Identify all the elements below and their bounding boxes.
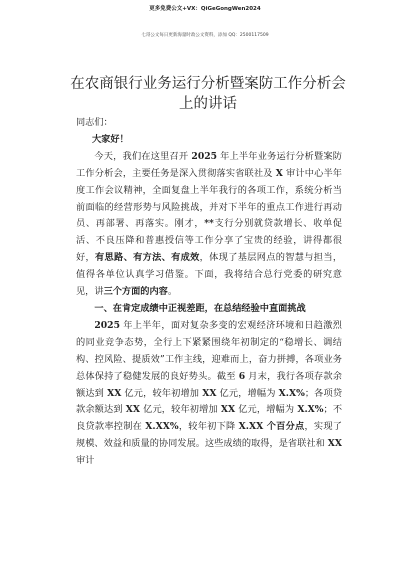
text-run: 亿元，增幅为 [216,387,279,399]
greeting: 大家好！ [92,133,129,145]
text-run: 今天，我们在这里召开 [94,150,192,162]
text-run: ；各项贷款余额达到 [76,387,343,416]
bold-text-run: X.XX 个百分点 [238,421,305,433]
document-body [76,115,342,470]
bold-text-run: X.X% [278,387,305,399]
text-run: 。 [167,286,178,298]
bold-text-run: 2025 [94,319,120,331]
section-heading-1: 一、在肯定成绩中正视差距，在总结经验中直面挑战 [94,302,306,314]
bold-text-run: 有思路、有方法、有成效 [95,252,200,264]
document-title: 在农商银行业务运行分析暨案防工作分析会上的讲话 [70,76,346,112]
bold-text-run: ** [204,218,214,230]
bold-text-run: X.X% [297,404,324,416]
paragraph-performance [76,318,342,470]
paragraph-intro [76,149,342,301]
text-run: 审计 [76,455,95,467]
text-run: 审计中心半年度工作会议精神，全面复盘上半年我行的各项工作，系统分析当前面临的经营形势与风险挑战，并对下半年的重点工作进行再动员、再部署、再落实。刚才， [76,167,342,230]
text-run: ，体现了基层网点的智慧与担当，值得各单位认真学习借鉴。下面，我将结合总行党委的研究意见，讲 [76,252,343,298]
bold-text-run: X.XX% [145,421,179,433]
bold-text-run: XX [202,387,217,399]
salutation: 同志们： [76,117,113,128]
text-run: 支行分别就贷款增长、收单促活、不良压降和普惠授信等工作分享了宝贵的经验，讲得都很好， [76,218,343,264]
text-run: 年上半年，面对复杂多变的宏观经济环境和日趋激烈的同业竞争态势，全行上下紧紧围绕年初制定的“稳增长、调结构、控风险、提质效”工作主线，迎难而上，奋力拼搏，各项业务总体保持了稳健发展的良好势头。截至 [76,319,342,382]
text-run: 亿元，增幅为 [235,404,298,416]
bold-text-run: X [275,167,283,179]
text-run: 月末，我行各项存款余额达到 [76,370,342,399]
text-run: ；不良贷款率控制在 [76,404,343,433]
bold-text-run: 2025 [191,150,217,162]
bold-text-run: 三个方面的内容 [103,286,168,298]
bold-text-run: XX [327,438,342,450]
text-run: 亿元，较年初增加 [140,404,221,416]
text-run: 亿元，较年初增加 [121,387,203,399]
bold-text-run: XX [107,387,122,399]
bold-text-run: XX [220,404,236,416]
promo-banner: 更多免费公文+VX：QiGeGongWen2024 [149,6,261,12]
text-run: ，实现了规模、效益和质量的协同发展。这些成绩的取得，是省联社和 [76,421,342,450]
bold-text-run: 6 [238,370,246,382]
bold-text-run: XX [125,404,141,416]
text-run: ，较年初下降 [178,421,239,433]
header-note: 七哥公文每日更新海量时政公文资料，添加 QQ：2500117509 [141,33,269,38]
text-run: 年上半年业务运行分析暨案防工作分析会，主要任务是深入贯彻落实省联社及 [76,150,342,179]
